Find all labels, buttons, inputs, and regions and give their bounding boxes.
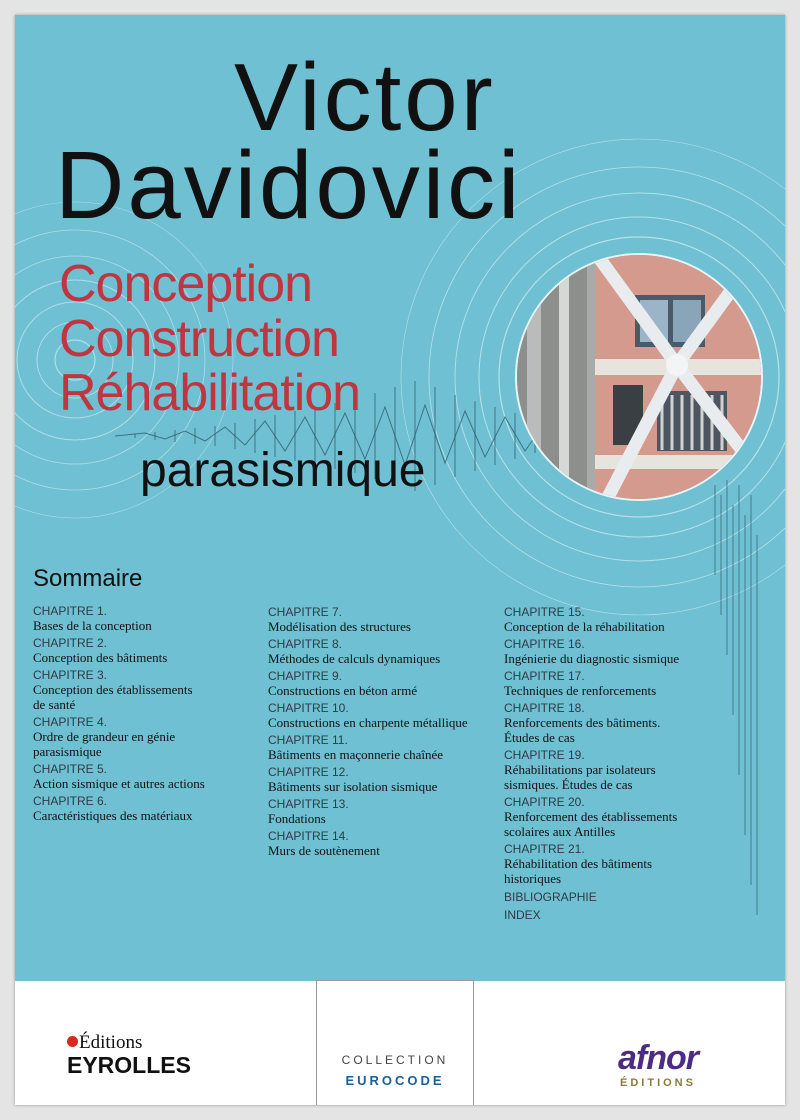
collection-label: COLLECTION xyxy=(341,1053,449,1067)
chapter-title-continued: scolaires aux Antilles xyxy=(504,824,616,839)
eyrolles-logo-line1 xyxy=(67,1033,191,1053)
toc-entry xyxy=(504,670,744,698)
chapter-title-continued: Études de cas xyxy=(504,730,575,745)
chapter-title-continued: de santé xyxy=(33,697,76,712)
chapter-title: Murs de soutènement xyxy=(268,843,380,858)
chapter-number: CHAPITRE 3. xyxy=(33,668,108,682)
chapter-number: CHAPITRE 12. xyxy=(268,765,349,779)
collection-name: EUROCODE xyxy=(345,1073,445,1088)
chapter-title: Modélisation des structures xyxy=(268,619,411,634)
chapter-title: Fondations xyxy=(268,811,326,826)
author-first-name: Victor xyxy=(234,44,496,151)
afnor-editions-text: ÉDITIONS xyxy=(620,1077,696,1089)
chapter-number: CHAPITRE 17. xyxy=(504,669,585,683)
chapter-number: CHAPITRE 18. xyxy=(504,701,585,715)
author-last-name: Davidovici xyxy=(55,132,523,239)
chapter-title: Bases de la conception xyxy=(33,618,152,633)
chapter-title: Renforcements des bâtiments. xyxy=(504,715,661,730)
toc-entry xyxy=(33,669,273,712)
chapter-number: CHAPITRE 20. xyxy=(504,795,585,809)
title-line-1: Conception xyxy=(59,255,313,313)
chapter-title: Caractéristiques des matériaux xyxy=(33,808,193,823)
toc-entry xyxy=(33,795,273,823)
chapter-title: Bâtiments en maçonnerie chaînée xyxy=(268,747,444,762)
toc-column-1 xyxy=(33,605,273,827)
eyrolles-logo xyxy=(67,1033,191,1077)
eyrolles-name: EYROLLES xyxy=(67,1052,191,1078)
chapter-title: Méthodes de calculs dynamiques xyxy=(268,651,441,666)
chapter-title: Ingénierie du diagnostic sismique xyxy=(504,651,680,666)
toc-entry xyxy=(33,763,273,791)
title-line-2: Construction xyxy=(59,310,339,368)
toc-bibliography: BIBLIOGRAPHIE xyxy=(504,890,597,904)
chapter-title: Renforcement des établissements xyxy=(504,809,678,824)
toc-entry xyxy=(268,702,508,730)
chapter-number: CHAPITRE 11. xyxy=(268,733,348,747)
chapter-title: Bâtiments sur isolation sismique xyxy=(268,779,438,794)
chapter-number: CHAPITRE 10. xyxy=(268,701,349,715)
toc-entry xyxy=(33,605,273,633)
toc-entry xyxy=(33,637,273,665)
toc-column-2 xyxy=(268,606,508,862)
toc-entry xyxy=(504,843,744,886)
chapter-title: Techniques de renforcements xyxy=(504,683,657,698)
chapter-title: Réhabilitation des bâtiments xyxy=(504,856,653,871)
toc-entry xyxy=(268,798,508,826)
title-keyword: parasismique xyxy=(140,444,426,497)
chapter-number: CHAPITRE 13. xyxy=(268,797,349,811)
red-dot-icon xyxy=(67,1036,78,1047)
chapter-number: CHAPITRE 2. xyxy=(33,636,108,650)
book-cover xyxy=(15,15,785,1105)
chapter-number: CHAPITRE 8. xyxy=(268,637,343,651)
toc-entry xyxy=(33,716,273,759)
cover-top-panel xyxy=(15,15,785,981)
chapter-title-continued: historiques xyxy=(504,871,562,886)
chapter-title: Conception des bâtiments xyxy=(33,650,168,665)
chapter-number: CHAPITRE 9. xyxy=(268,669,343,683)
chapter-title: Action sismique et autres actions xyxy=(33,776,205,791)
building-photo xyxy=(515,253,763,501)
chapter-title-continued: parasismique xyxy=(33,744,102,759)
toc-entry xyxy=(268,638,508,666)
toc-entry xyxy=(504,796,744,839)
toc-entry xyxy=(504,606,744,634)
chapter-number: CHAPITRE 1. xyxy=(33,604,108,618)
toc-entry xyxy=(268,606,508,634)
chapter-title: Constructions en charpente métallique xyxy=(268,715,468,730)
chapter-title: Ordre de grandeur en génie xyxy=(33,729,176,744)
publisher-strip xyxy=(15,981,785,1105)
chapter-number: CHAPITRE 6. xyxy=(33,794,108,808)
afnor-logo xyxy=(593,1039,723,1089)
chapter-number: CHAPITRE 14. xyxy=(268,829,349,843)
toc-entry xyxy=(504,749,744,792)
chapter-number: CHAPITRE 7. xyxy=(268,605,343,619)
chapter-number: CHAPITRE 5. xyxy=(33,762,108,776)
chapter-title-continued: sismiques. Études de cas xyxy=(504,777,633,792)
afnor-wordmark: afnor xyxy=(618,1039,698,1077)
toc-entry xyxy=(268,766,508,794)
eyrolles-editions-text: Éditions xyxy=(79,1032,143,1053)
chapter-title: Réhabilitations par isolateurs xyxy=(504,762,656,777)
chapter-title: Conception des établissements xyxy=(33,682,193,697)
summary-heading: Sommaire xyxy=(33,565,143,592)
toc-entry xyxy=(268,670,508,698)
toc-entry xyxy=(268,734,508,762)
chapter-number: CHAPITRE 19. xyxy=(504,748,585,762)
chapter-number: CHAPITRE 16. xyxy=(504,637,585,651)
toc-column-3 xyxy=(504,606,744,926)
collection-box xyxy=(316,981,474,1105)
toc-entry xyxy=(504,638,744,666)
chapter-number: CHAPITRE 21. xyxy=(504,842,585,856)
chapter-title: Conception de la réhabilitation xyxy=(504,619,665,634)
chapter-title: Constructions en béton armé xyxy=(268,683,418,698)
toc-index: INDEX xyxy=(504,908,541,922)
chapter-number: CHAPITRE 4. xyxy=(33,715,108,729)
chapter-number: CHAPITRE 15. xyxy=(504,605,585,619)
toc-entry xyxy=(504,702,744,745)
title-line-3: Réhabilitation xyxy=(59,364,361,422)
toc-entry xyxy=(268,830,508,858)
